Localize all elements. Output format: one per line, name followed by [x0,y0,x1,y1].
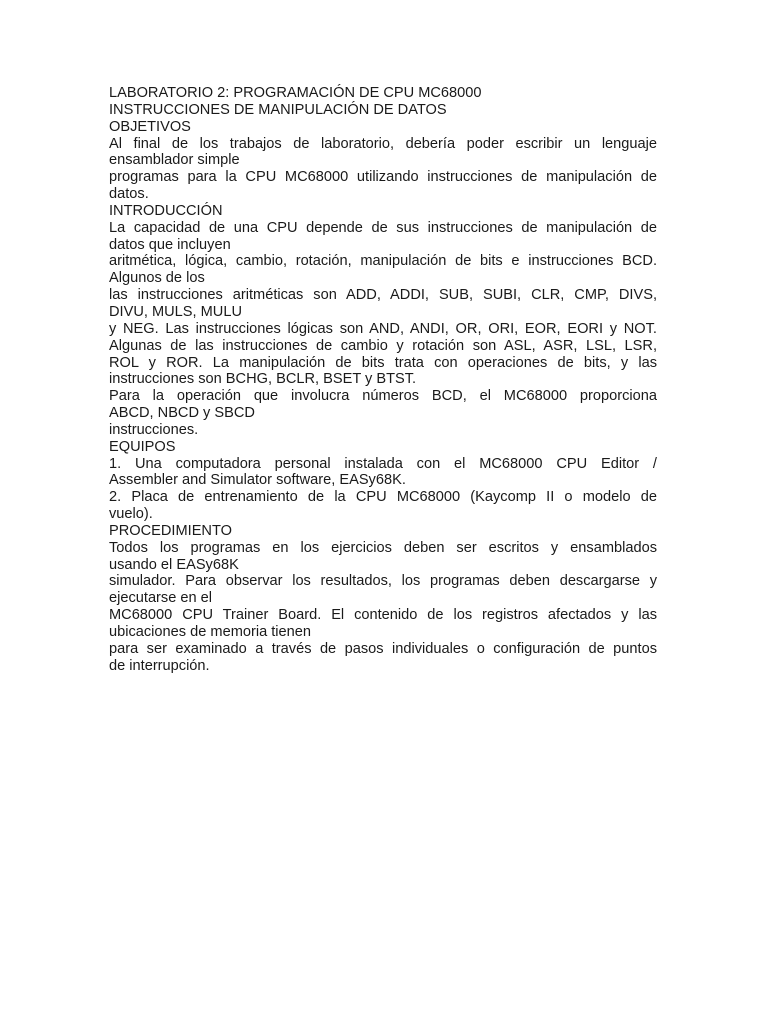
text-line: vuelo). [109,506,153,523]
text-line: DIVU, MULS, MULU [109,303,242,320]
text-line: datos. [109,186,149,203]
text-line: ROL y ROR. La manipulación de bits trata con operaciones de bits, y las [109,354,657,371]
text-line: Para la operación que involucra números BCD, el MC68000 proporciona [109,388,657,405]
text-line: y NEG. Las instrucciones lógicas son AND, ANDI, OR, ORI, EOR, EORI y NOT. [109,320,657,337]
text-line: ubicaciones de memoria tienen [109,624,311,640]
text-line: INSTRUCCIONES DE MANIPULACIÓN DE DATOS [109,101,447,118]
text-line: PROCEDIMIENTO [109,522,232,539]
text-line: Al final de los trabajos de laboratorio, debería poder escribir un lenguaje [109,135,657,152]
text-line: simulador. Para observar los resultados, los programas deben descargarse y [109,573,657,590]
text-line: datos que incluyen [109,236,231,253]
text-line: 2. Placa de entrenamiento de la CPU MC68000 (Kaycomp II o modelo de [109,489,657,506]
text-line: ensamblador simple [109,152,240,169]
text-line: ABCD, NBCD y SBCD [109,405,255,422]
text-line: para ser examinado a través de pasos individuales o configuración de puntos [109,640,657,657]
text-line: INTRODUCCIÓN [109,202,223,219]
text-line: Todos los programas en los ejercicios deben ser escritos y ensamblados [109,539,657,556]
text-line: La capacidad de una CPU depende de sus instrucciones de manipulación de [109,219,657,236]
text-line: EQUIPOS [109,438,176,455]
text-line: OBJETIVOS [109,118,191,135]
text-line: MC68000 CPU Trainer Board. El contenido de los registros afectados y las [109,607,657,624]
text-line: ejecutarse en el [109,590,213,607]
text-line: Algunos de los [109,270,205,287]
document-body [109,85,657,675]
text-line: las instrucciones aritméticas son ADD, ADDI, SUB, SUBI, CLR, CMP, DIVS, [109,287,657,304]
text-line: LABORATORIO 2: PROGRAMACIÓN DE CPU MC68000 [109,85,482,101]
text-line: de interrupción. [109,657,210,674]
text-line: usando el EASy68K [109,556,239,573]
text-line: instrucciones son BCHG, BCLR, BSET y BTST. [109,371,417,388]
text-line: 1. Una computadora personal instalada con el MC68000 CPU Editor / [109,455,657,472]
text-line: instrucciones. [109,421,199,438]
text-line: programas para la CPU MC68000 utilizando instrucciones de manipulación de [109,169,657,186]
text-line: aritmética, lógica, cambio, rotación, manipulación de bits e instrucciones BCD. [109,253,657,270]
text-line: Assembler and Simulator software, EASy68K. [109,472,406,489]
text-line: Algunas de las instrucciones de cambio y rotación son ASL, ASR, LSL, LSR, [109,337,657,354]
